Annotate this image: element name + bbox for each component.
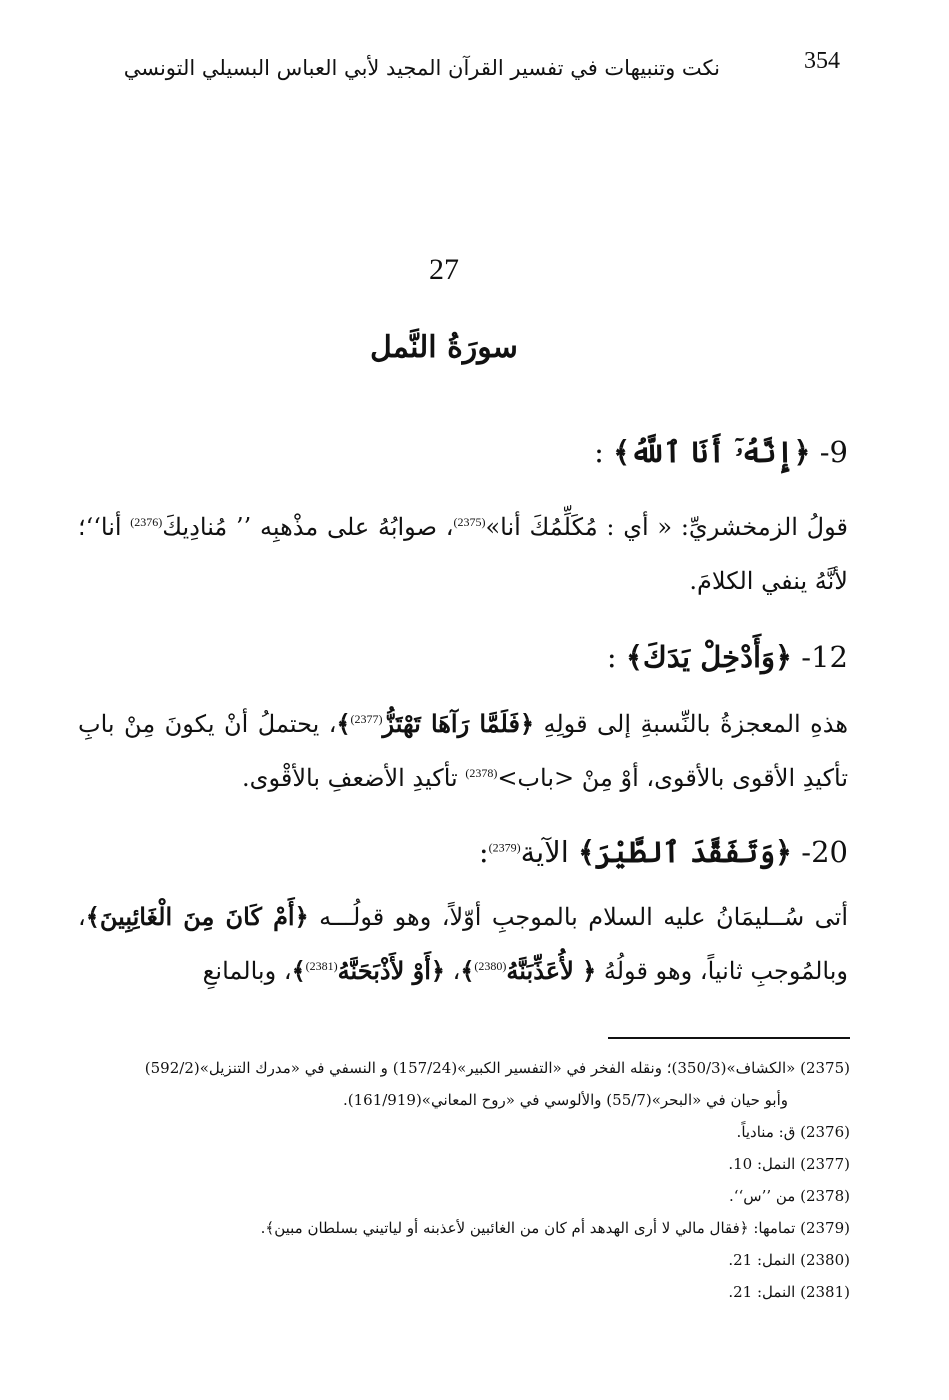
verse-citation: ﴿إِنَّهُۥٓ أَنَا ٱللَّهُ﴾ (613, 435, 811, 469)
quran-quote: ﴿فَلَمَّا رَآهَا تَهْتَزُّ (382, 709, 535, 738)
footnote-line: (2381) النمل: 21. (728, 1283, 850, 1301)
quran-quote-close: ﴾ (460, 956, 475, 985)
footnote-line: (2376) ق: منادياً. (736, 1123, 850, 1141)
footnote-ref: (2380) (474, 959, 507, 973)
paragraph-text: تأكيدِ الأضعفِ بالأقْوى. (242, 764, 466, 792)
page-number: 354 (804, 48, 840, 74)
section-paragraph-9 (78, 500, 848, 608)
footnote-line: (2375) «الكشاف»(350/3)؛ ونقله الفخر في «التفسير الكبير»(157/24) و النسفي في «مدرك التنزيل»(592/2) (144, 1059, 850, 1077)
quran-quote: ﴿أَوْ لأَذْبَحَنَّهُ (337, 956, 445, 985)
paragraph-text: أتى سُــليمَانُ عليه السلام بالموجبِ أوّلاً، وهو قولُـــه (308, 903, 848, 931)
footnote-ref: (2379) (488, 840, 521, 855)
footnote-ref: (2381) (305, 959, 338, 973)
verse-citation: ﴿وَتَفَقَّدَ ٱلطَّيْرَ﴾ (578, 835, 793, 869)
verse-citation: ﴿وَأَدْخِلْ يَدَكَ﴾ (625, 640, 793, 674)
paragraph-text: ، وبالمانعِ (202, 957, 292, 985)
section-paragraph-20 (78, 890, 848, 998)
heading-colon: : (478, 835, 489, 869)
running-header (123, 40, 840, 100)
footnote-line: (2380) النمل: 21. (728, 1251, 850, 1269)
footnote-ref: (2377) (350, 712, 383, 726)
footnote-ref: (2376) (130, 515, 163, 529)
section-heading-12 (78, 637, 848, 677)
footnote-ref: (2378) (465, 766, 498, 780)
quran-quote-close: ﴾ (336, 709, 351, 738)
running-title: نكت وتنبيهات في تفسير القرآن المجيد لأبي العباس البسيلي التونسي (123, 56, 720, 80)
footnote-line: (2378) من ’’س‘‘. (728, 1187, 850, 1205)
chapter-number: 27 (429, 253, 459, 286)
footnote-ref: (2375) (453, 515, 486, 529)
paragraph-text: قولُ الزمخشريِّ: « أي : مُكَلِّمُكَ أنا» (485, 513, 848, 541)
paragraph-text: ، يحتملُ أنْ يكونَ مِنْ بابِ تأكيدِ الأقوى بالأقوى، أوْ مِنْ <باب> (78, 710, 848, 792)
surah-title: سورَةُ النَّمل (370, 330, 518, 365)
footnote-line: (2379) تمامها: ﴿فقال مالي لا أرى الهدهد أم كان من الغائبين لأعذبنه أو لياتيني بسلطان مبين﴾. (260, 1219, 850, 1237)
footnote-line: وأبو حيان في «البحر»(55/7) والألوسي في «روح المعاني»(161/919). (342, 1091, 788, 1109)
paragraph-text: ، (444, 957, 461, 985)
paragraph-text: هذهِ المعجزةُ بالنِّسبةِ إلى قولِهِ (534, 710, 848, 738)
paragraph-text: ، وبالمُوجبِ ثانياً، وهو قولُهُ (78, 903, 848, 985)
footnote-divider (608, 1037, 850, 1039)
section-heading-20 (78, 832, 848, 872)
heading-suffix: الآية (520, 835, 569, 869)
section-heading-9 (78, 432, 848, 472)
paragraph-text: ، صوابُهُ على مذْهبِه ’’ مُنادِيكَ (162, 513, 454, 541)
heading-colon: : (606, 640, 617, 674)
quran-quote-close: ﴾ (291, 956, 306, 985)
section-label: 12- (801, 640, 848, 674)
quran-quote: ﴿أَمْ كَانَ مِنَ الْغَائِبِينَ﴾ (85, 902, 309, 931)
paragraph-text: أنا‘‘؛ لأنَّهُ ينفي الكلامَ. (78, 513, 848, 595)
section-label: 9- (819, 435, 848, 469)
quran-quote: ﴿ لأُعَذِّبَنَّهُ (506, 956, 597, 985)
heading-colon: : (594, 435, 604, 469)
section-paragraph-12 (78, 697, 848, 805)
section-label: 20- (801, 835, 848, 869)
footnotes (70, 1052, 850, 1308)
footnote-line: (2377) النمل: 10. (728, 1155, 850, 1173)
